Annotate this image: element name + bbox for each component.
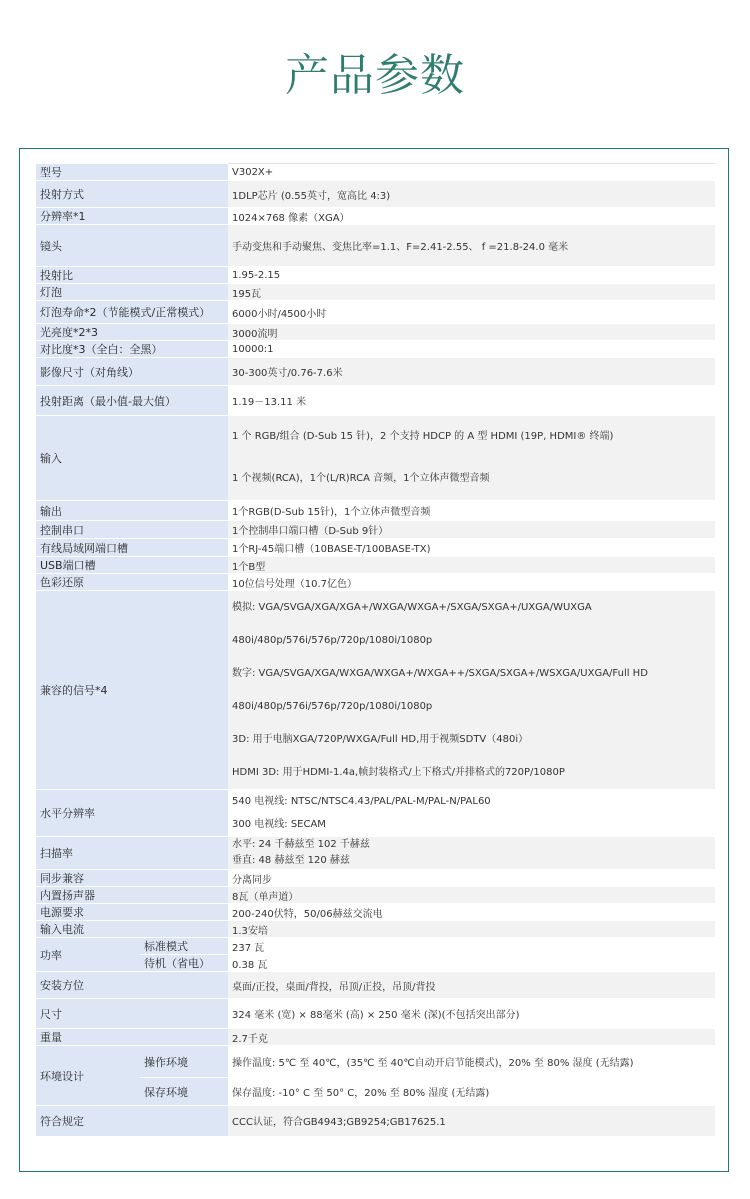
row-value [228,790,715,837]
row-label: 影像尺寸（对角线） [36,358,228,386]
table-row [36,1029,715,1046]
row-value [228,225,715,267]
row-label: 电源要求 [36,904,228,921]
value-line: 324 毫米 (宽) × 88毫米 (高) × 250 毫米 (深)(不包括突出部分) [232,1010,520,1021]
row-value: 保存温度: -10° C 至 50° C，20% 至 80% 湿度 (无结露) [228,1078,715,1106]
row-label: 投射距离（最小值-最大值） [36,386,228,416]
table-row [36,837,715,870]
row-label: 灯泡 [36,284,228,301]
row-value [228,1106,715,1136]
row-label: 安装方位 [36,972,228,999]
row-value [228,904,715,921]
value-line: 300 电视线: SECAM [232,819,326,830]
value-line: 540 电视线: NTSC/NTSC4.43/PAL/PAL-M/PAL-N/PAL60 [232,796,491,807]
row-value [228,870,715,887]
value-line: 桌面/正投，桌面/背投，吊顶/正投，吊顶/背投 [232,981,436,993]
table-row [36,181,715,208]
row-label: 投射比 [36,267,228,284]
table-row [36,790,715,837]
table-row [36,284,715,301]
table-row [36,870,715,887]
value-line: 480i/480p/576i/576p/720p/1080i/1080p [232,635,433,646]
table-row [36,972,715,999]
value-line: 1.19－13.11 米 [232,397,307,408]
row-value [228,574,715,591]
row-value: 0.38 瓦 [228,955,715,972]
value-line: HDMI 3D: 用于HDMI-1.4a,帧封装格式/上下格式/并排格式的720P/1080P [232,767,565,778]
table-row [36,904,715,921]
row-value [228,324,715,341]
value-line: 1.95-2.15 [232,269,281,281]
value-line: 8瓦（单声道） [232,891,299,903]
table-row [36,301,715,324]
row-label: 尺寸 [36,999,228,1029]
value-line: 数字: VGA/SVGA/XGA/WXGA/WXGA+/WXGA++/SXGA/SXGA+/WSXGA/UXGA/Full HD [232,668,648,679]
row-label: 投射方式 [36,181,228,208]
row-value [228,267,715,284]
row-value [228,539,715,557]
value-line: 1 个视频(RCA)，1个(L/R)RCA 音频，1个立体声微型音频 [232,473,490,484]
value-line: 手动变焦和手动聚焦、变焦比率=1.1、F=2.41-2.55、 f =21.8-24.0 毫米 [232,242,569,253]
row-value: 操作温度: 5℃ 至 40℃，(35℃ 至 40℃自动开启节能模式)，20% 至 80% 湿度 (无结露) [228,1046,715,1078]
row-label: 功率 [36,938,140,972]
row-label: 有线局域网端口槽 [36,539,228,557]
value-line: 195瓦 [232,288,262,300]
row-label: 兼容的信号*4 [36,591,228,790]
table-row [36,225,715,267]
table-row [36,938,715,955]
value-line: 10位信号处理（10.7亿色） [232,578,357,590]
row-value [228,591,715,790]
row-value [228,837,715,870]
table-row [36,501,715,521]
value-line: 2.7千克 [232,1033,268,1045]
value-line: 6000小时/4500小时 [232,308,327,320]
value-line: 分离同步 [232,874,272,886]
row-label: 环境设计 [36,1046,140,1106]
table-row [36,1046,715,1078]
value-line: 1.3安培 [232,925,268,937]
row-value [228,164,715,181]
row-value [228,972,715,999]
row-sublabel: 操作环境 [140,1046,228,1078]
table-row [36,164,715,181]
table-row [36,358,715,386]
row-value [228,284,715,301]
row-value [228,181,715,208]
row-label: 灯泡寿命*2（节能模式/正常模式） [36,301,228,324]
table-row [36,416,715,501]
row-value: 237 瓦 [228,938,715,955]
table-row [36,574,715,591]
table-row [36,341,715,358]
row-value [228,887,715,904]
value-line: 3000流明 [232,328,278,340]
table-row [36,208,715,225]
value-line: 3D: 用于电脑XGA/720P/WXGA/Full HD,用于视频SDTV（480i） [232,734,529,745]
value-line: 30-300英寸/0.76-7.6米 [232,368,343,379]
value-line: 水平: 24 千赫兹至 102 千赫兹 [232,839,370,850]
value-line: 1个RJ-45端口槽（10BASE-T/100BASE-TX) [232,544,431,555]
row-sublabel: 待机（省电） [140,955,228,972]
row-label: 型号 [36,164,228,181]
table-row [36,557,715,574]
row-value [228,208,715,225]
value-line: 1DLP芯片 (0.55英寸，宽高比 4:3) [232,190,391,202]
row-label: 镜头 [36,225,228,267]
row-label: 输入 [36,416,228,501]
table-row [36,999,715,1029]
row-value [228,301,715,324]
table-row [36,887,715,904]
spec-table [36,163,715,1136]
row-value [228,921,715,938]
table-row [36,1106,715,1136]
row-value [228,341,715,358]
row-label: 对比度*3（全白：全黑） [36,341,228,358]
value-line: 1个B型 [232,561,266,573]
value-line: CCC认证，符合GB4943;GB9254;GB17625.1 [232,1117,446,1129]
row-label: 扫描率 [36,837,228,870]
table-row [36,921,715,938]
row-label: 符合规定 [36,1106,228,1136]
row-value [228,501,715,521]
table-row [36,591,715,790]
row-label: 水平分辨率 [36,790,228,837]
row-label: 同步兼容 [36,870,228,887]
value-line: 10000:1 [232,343,274,355]
row-value [228,557,715,574]
row-label: 分辨率*1 [36,208,228,225]
value-line: 垂直: 48 赫兹至 120 赫兹 [232,855,350,866]
row-label: USB端口槽 [36,557,228,574]
value-line: 480i/480p/576i/576p/720p/1080i/1080p [232,701,433,712]
row-value [228,521,715,539]
row-value [228,416,715,501]
table-row [36,521,715,539]
row-value [228,386,715,416]
row-label: 光亮度*2*3 [36,324,228,341]
table-row [36,267,715,284]
table-row [36,539,715,557]
row-label: 输入电流 [36,921,228,938]
row-label: 色彩还原 [36,574,228,591]
row-label: 输出 [36,501,228,521]
value-line: 200-240伏特，50/06赫兹交流电 [232,908,383,920]
value-line: 1024×768 像素（XGA） [232,212,350,224]
row-sublabel: 标准模式 [140,938,228,955]
value-line: 1 个 RGB/组合 (D-Sub 15 针)，2 个支持 HDCP 的 A 型 HDMI (19P, HDMI® 终端) [232,431,614,442]
table-row [36,386,715,416]
row-value [228,999,715,1029]
value-line: 1个RGB(D-Sub 15针)，1个立体声微型音频 [232,507,431,518]
row-label: 控制串口 [36,521,228,539]
row-value [228,1029,715,1046]
value-line: 模拟: VGA/SVGA/XGA/XGA+/WXGA/WXGA+/SXGA/SXGA+/UXGA/WUXGA [232,602,592,613]
page-title: 产品参数 [285,50,465,101]
table-row [36,324,715,341]
row-label: 内置扬声器 [36,887,228,904]
row-label: 重量 [36,1029,228,1046]
row-value [228,358,715,386]
row-sublabel: 保存环境 [140,1078,228,1106]
value-line: 1个控制串口端口槽（D-Sub 9针） [232,526,389,537]
value-line: V302X+ [232,166,274,178]
